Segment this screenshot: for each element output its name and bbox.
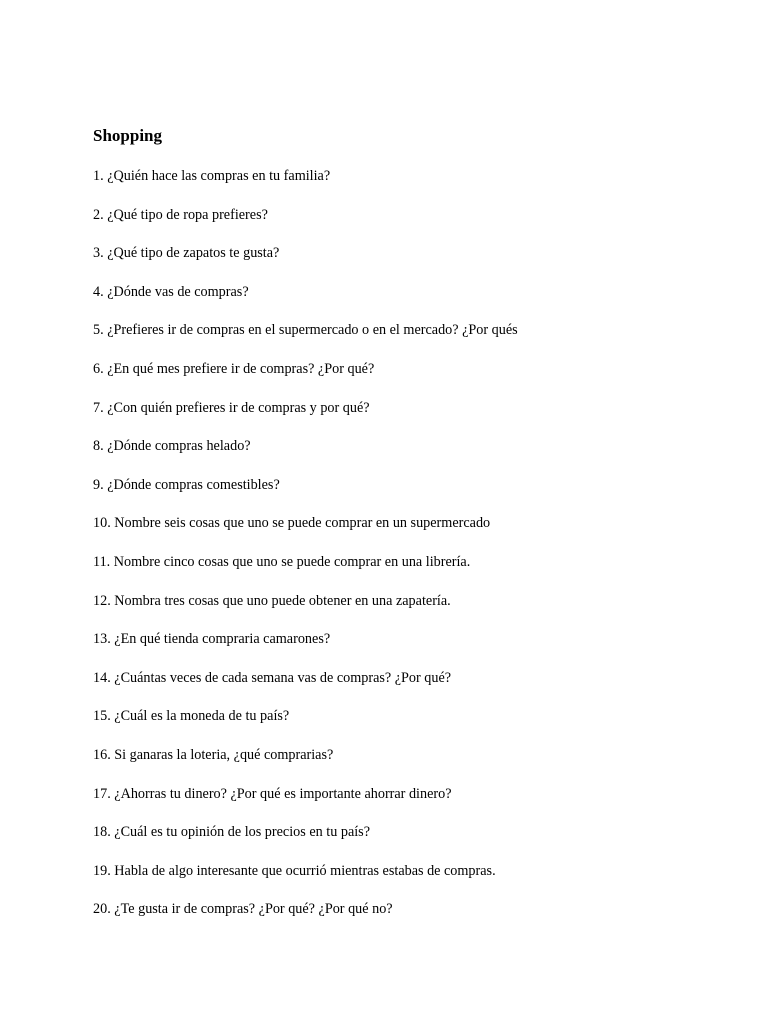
question-item: 15. ¿Cuál es la moneda de tu país? — [93, 708, 290, 725]
question-item: 7. ¿Con quién prefieres ir de compras y por qué? — [93, 399, 370, 416]
question-item: 19. Habla de algo interesante que ocurrió mientras estabas de compras. — [93, 862, 496, 879]
question-item: 9. ¿Dónde compras comestibles? — [93, 476, 280, 493]
question-item: 5. ¿Prefieres ir de compras en el supermercado o en el mercado? ¿Por qués — [93, 322, 518, 339]
question-item: 8. ¿Dónde compras helado? — [93, 438, 251, 455]
question-item: 10. Nombre seis cosas que uno se puede comprar en un supermercado — [93, 515, 491, 532]
question-item: 3. ¿Qué tipo de zapatos te gusta? — [93, 245, 280, 262]
question-item: 13. ¿En qué tienda compraria camarones? — [93, 631, 331, 648]
question-item: 18. ¿Cuál es tu opinión de los precios en tu país? — [93, 824, 370, 841]
question-item: 6. ¿En qué mes prefiere ir de compras? ¿Por qué? — [93, 360, 375, 377]
question-list — [93, 166, 518, 938]
question-item: 17. ¿Ahorras tu dinero? ¿Por qué es importante ahorrar dinero? — [93, 785, 452, 802]
document-title: Shopping — [93, 126, 162, 145]
question-item: 16. Si ganaras la loteria, ¿qué comprarias? — [93, 746, 334, 763]
question-item: 2. ¿Qué tipo de ropa prefieres? — [93, 206, 268, 223]
question-item: 12. Nombra tres cosas que uno puede obtener en una zapatería. — [93, 592, 451, 609]
question-item: 14. ¿Cuántas veces de cada semana vas de compras? ¿Por qué? — [93, 669, 452, 686]
question-item: 1. ¿Quién hace las compras en tu familia? — [93, 168, 331, 184]
question-item: 20. ¿Te gusta ir de compras? ¿Por qué? ¿Por qué no? — [93, 901, 393, 918]
question-item: 4. ¿Dónde vas de compras? — [93, 283, 249, 300]
question-item: 11. Nombre cinco cosas que uno se puede comprar en una librería. — [93, 553, 471, 570]
